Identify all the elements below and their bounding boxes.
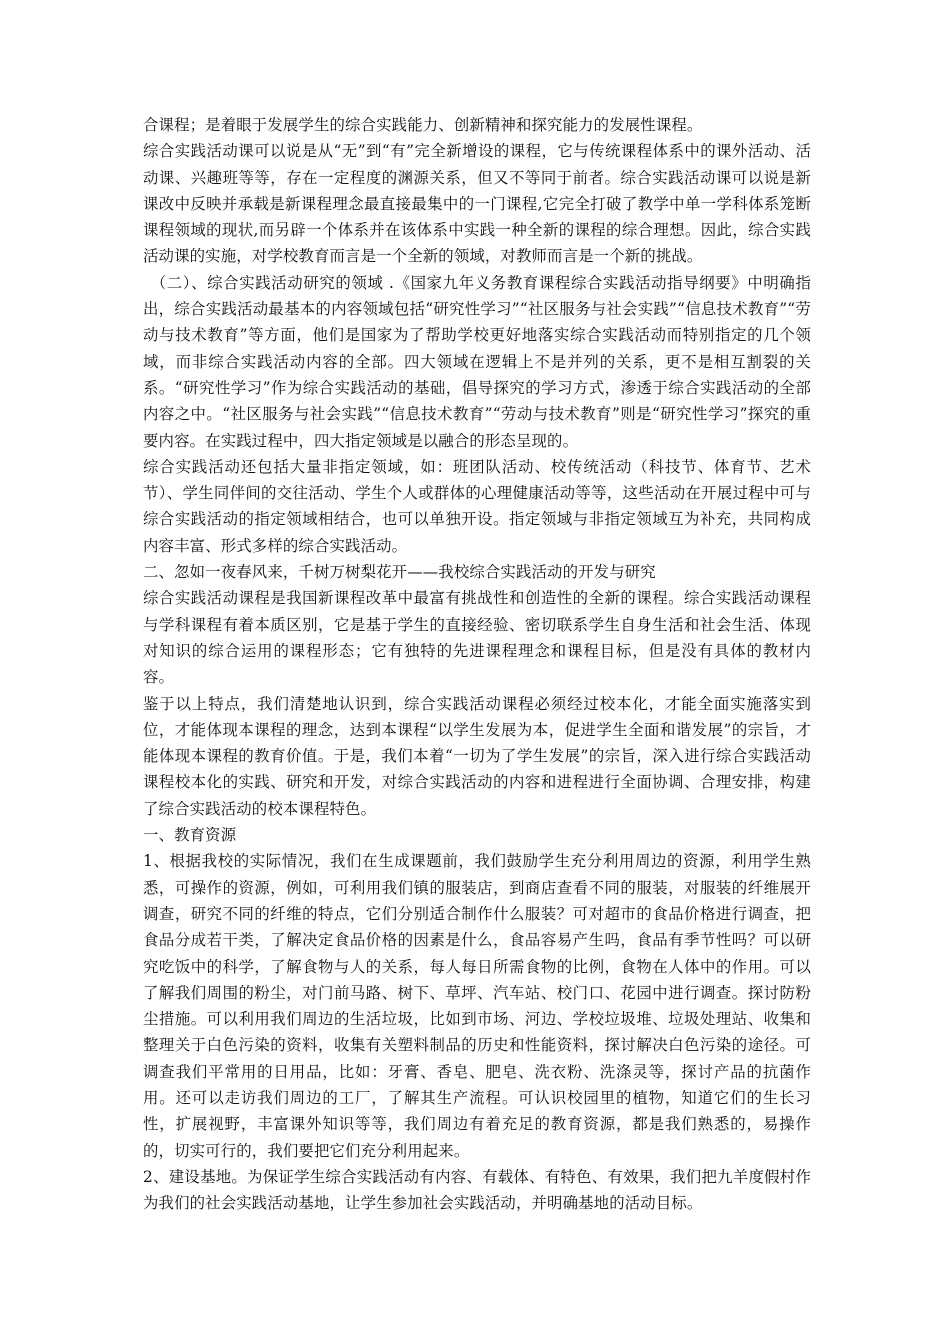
section-heading-education-resources: 一、教育资源 bbox=[143, 826, 237, 845]
paragraph-local-resources: 1、根据我校的实际情况，我们在生成课题前，我们鼓励学生充分利用周边的资源，利用学生熟悉，可操作的资源，例如，可利用我们镇的服装店，到商店查看不同的服装，对服装的纤维展开调查，研究不同的纤维的特点，它们分别适合制作什么服装？可对超市的食品价格进行调查，把食品分成若干类，了解决定食品价格的因素是什么，食品容易产生吗，食品有季节性吗？可以研究吃饭中的科学，了解食物与人的关系，每人每日所需食物的比例，食物在人体中的作用。可以了解我们周围的粉尘，对门前马路、树下、草坪、汽车站、校门口、花园中进行调查。探讨防粉尘措施。可以利用我们周边的生活垃圾，比如到市场、河边、学校垃圾堆、垃圾处理站、收集和整理关于白色污染的资料，收集有关塑料制品的历史和性能资料，探讨解决白色污染的途径。可调查我们平常用的日用品，比如：牙膏、香皂、肥皂、洗衣粉、洗涤灵等，探讨产品的抗菌作用。还可以走访我们周边的工厂，了解其生产流程。可认识校园里的植物，知道它们的生长习性，扩展视野，丰富课外知识等等，我们周边有着充足的教育资源，都是我们熟悉的，易操作的，切实可行的，我们要把它们充分利用起来。 bbox=[143, 852, 811, 1160]
paragraph-research-domains: （二）、综合实践活动研究的领域 .《国家九年义务教育课程综合实践活动指导纲要》中明确指出，综合实践活动最基本的内容领域包括“研究性学习”“社区服务与社会实践”“信息技术教育”“劳动与技术教育”等方面，他们是国家为了帮助学校更好地落实综合实践活动而特别指定的几个领域，而非综合实践活动内容的全部。四大领域在逻辑上不是并列的关系，更不是相互割裂的关系。“研究性学习”作为综合实践活动的基础，倡导探究的学习方式，渗透于综合实践活动的全部内容之中。“社区服务与社会实践”“信息技术教育”“劳动与技术教育”则是“研究性学习”探究的重要内容。在实践过程中，四大指定领域是以融合的形态呈现的。 bbox=[143, 273, 811, 450]
paragraph-non-designated-domains: 综合实践活动还包括大量非指定领域，如：班团队活动、校传统活动（科技节、体育节、艺术节）、学生同伴间的交往活动、学生个人或群体的心理健康活动等等，这些活动在开展过程中可与综合实践活动的指定领域相结合，也可以单独开设。指定领域与非指定领域互为补充，共同构成内容丰富、形式多样的综合实践活动。 bbox=[143, 457, 811, 555]
document-page bbox=[143, 112, 811, 1216]
section-heading-school-development: 二、忽如一夜春风来，千树万树梨花开——我校综合实践活动的开发与研究 bbox=[143, 563, 656, 582]
paragraph-course-definition-end: 合课程；是着眼于发展学生的综合实践能力、创新精神和探究能力的发展性课程。 bbox=[143, 116, 703, 134]
paragraph-course-characteristics: 综合实践活动课程是我国新课程改革中最富有挑战性和创造性的全新的课程。综合实践活动课程与学科课程有着本质区别，它是基于学生的直接经验、密切联系学生自身生活和社会生活、体现对知识的综合运用的课程形态；它有独特的先进课程理念和课程目标，但是没有具体的教材内容。 bbox=[143, 589, 811, 687]
paragraph-new-course-challenge: 综合实践活动课可以说是从“无”到“有”完全新增设的课程，它与传统课程体系中的课外活动、活动课、兴趣班等等，存在一定程度的渊源关系，但又不等同于前者。综合实践活动课可以说是新课改中反映并承载是新课程理念最直接最集中的一门课程,它完全打破了教学中单一学科体系笼断课程领域的现状,而另辟一个体系并在该体系中实践一种全新的课程的综合理想。因此，综合实践活动课的实施，对学校教育而言是一个全新的领域，对教师而言是一个新的挑战。 bbox=[143, 142, 811, 266]
paragraph-practice-base: 2、建设基地。为保证学生综合实践活动有内容、有载体、有特色、有效果，我们把九羊度假村作为我们的社会实践活动基地，让学生参加社会实践活动，并明确基地的活动目标。 bbox=[143, 1167, 811, 1213]
paragraph-school-based-practice: 鉴于以上特点，我们清楚地认识到，综合实践活动课程必须经过校本化，才能全面实施落实到位，才能体现本课程的理念，达到本课程“以学生发展为本，促进学生全面和谐发展”的宗旨，才能体现本课程的教育价值。于是，我们本着“一切为了学生发展”的宗旨，深入进行综合实践活动课程校本化的实践、研究和开发，对综合实践活动的内容和进程进行全面协调、合理安排，构建了综合实践活动的校本课程特色。 bbox=[143, 694, 811, 818]
